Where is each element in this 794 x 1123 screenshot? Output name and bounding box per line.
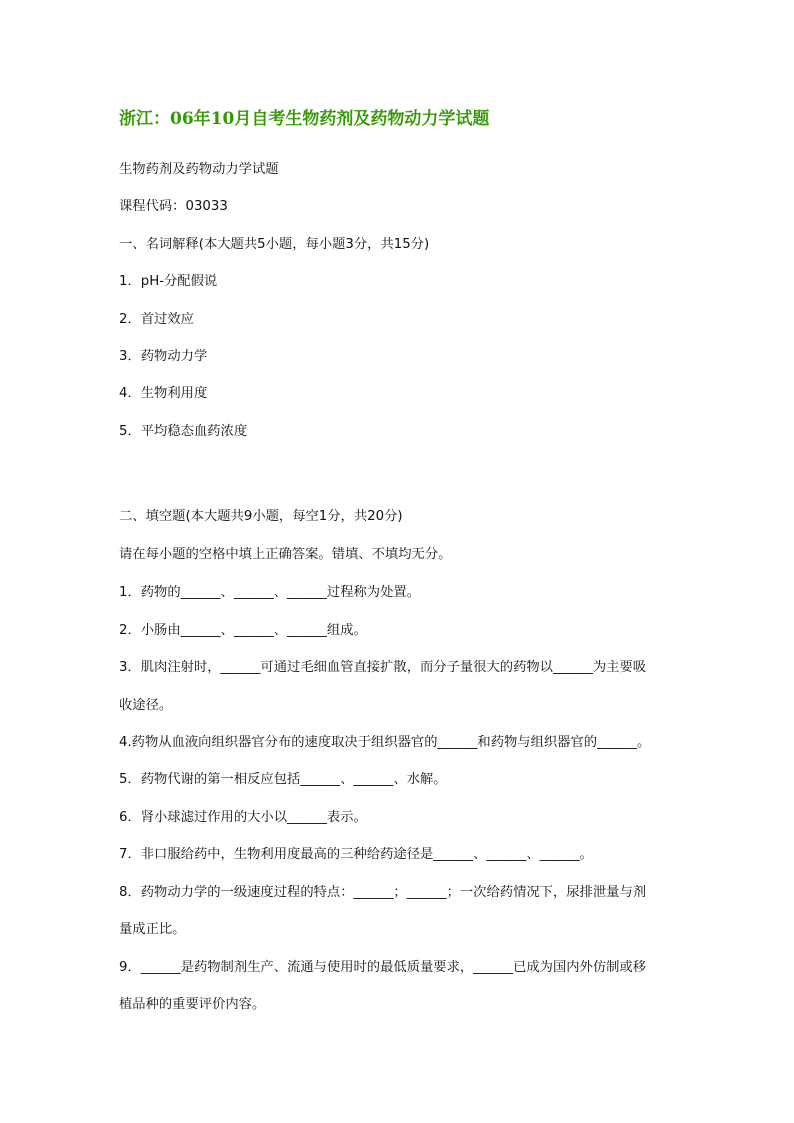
question-9-line2: 植品种的重要评价内容。 [119,997,266,1012]
section1-item: 2．首过效应 [119,312,194,327]
question-3-line1: 3．肌肉注射时，______可通过毛细血管直接扩散，而分子量很大的药物以______为主要吸 [119,660,647,675]
course-code: 课程代码：03033 [119,199,228,214]
question-8-line2: 量成正比。 [119,922,186,937]
section1-heading: 一、名词解释(本大题共5小题，每小题3分，共15分) [119,237,430,252]
question-4: 4.药物从血液向组织器官分布的速度取决于组织器官的______和药物与组织器官的______。 [119,735,651,750]
section2-instruction: 请在每小题的空格中填上正确答案。错填、不填均无分。 [119,547,452,562]
question-5: 5．药物代谢的第一相反应包括______、______、水解。 [119,772,447,787]
section1-item: 4．生物利用度 [119,386,208,401]
question-6: 6．肾小球滤过作用的大小以______表示。 [119,810,367,825]
question-7: 7．非口服给药中，生物利用度最高的三种给药途径是______、______、______。 [119,847,593,862]
section1-item: 5．平均稳态血药浓度 [119,424,248,439]
section1-item: 1．pH-分配假说 [119,274,218,289]
section2-heading: 二、填空题(本大题共9小题，每空1分，共20分) [119,509,403,524]
question-8-line1: 8．药物动力学的一级速度过程的特点：______；______；一次给药情况下，尿排泄量与剂 [119,885,647,900]
section1-item: 3．药物动力学 [119,349,208,364]
exam-title: 浙江：06年10月自考生物药剂及药物动力学试题 [119,109,490,129]
question-9-line1: 9．______是药物制剂生产、流通与使用时的最低质量要求，______已成为国内外仿制或移 [119,960,647,975]
question-2: 2．小肠由______、______、______组成。 [119,623,367,638]
question-3-line2: 收途径。 [119,698,173,713]
exam-subtitle: 生物药剂及药物动力学试题 [119,162,279,177]
question-1: 1．药物的______、______、______过程称为处置。 [119,585,420,600]
